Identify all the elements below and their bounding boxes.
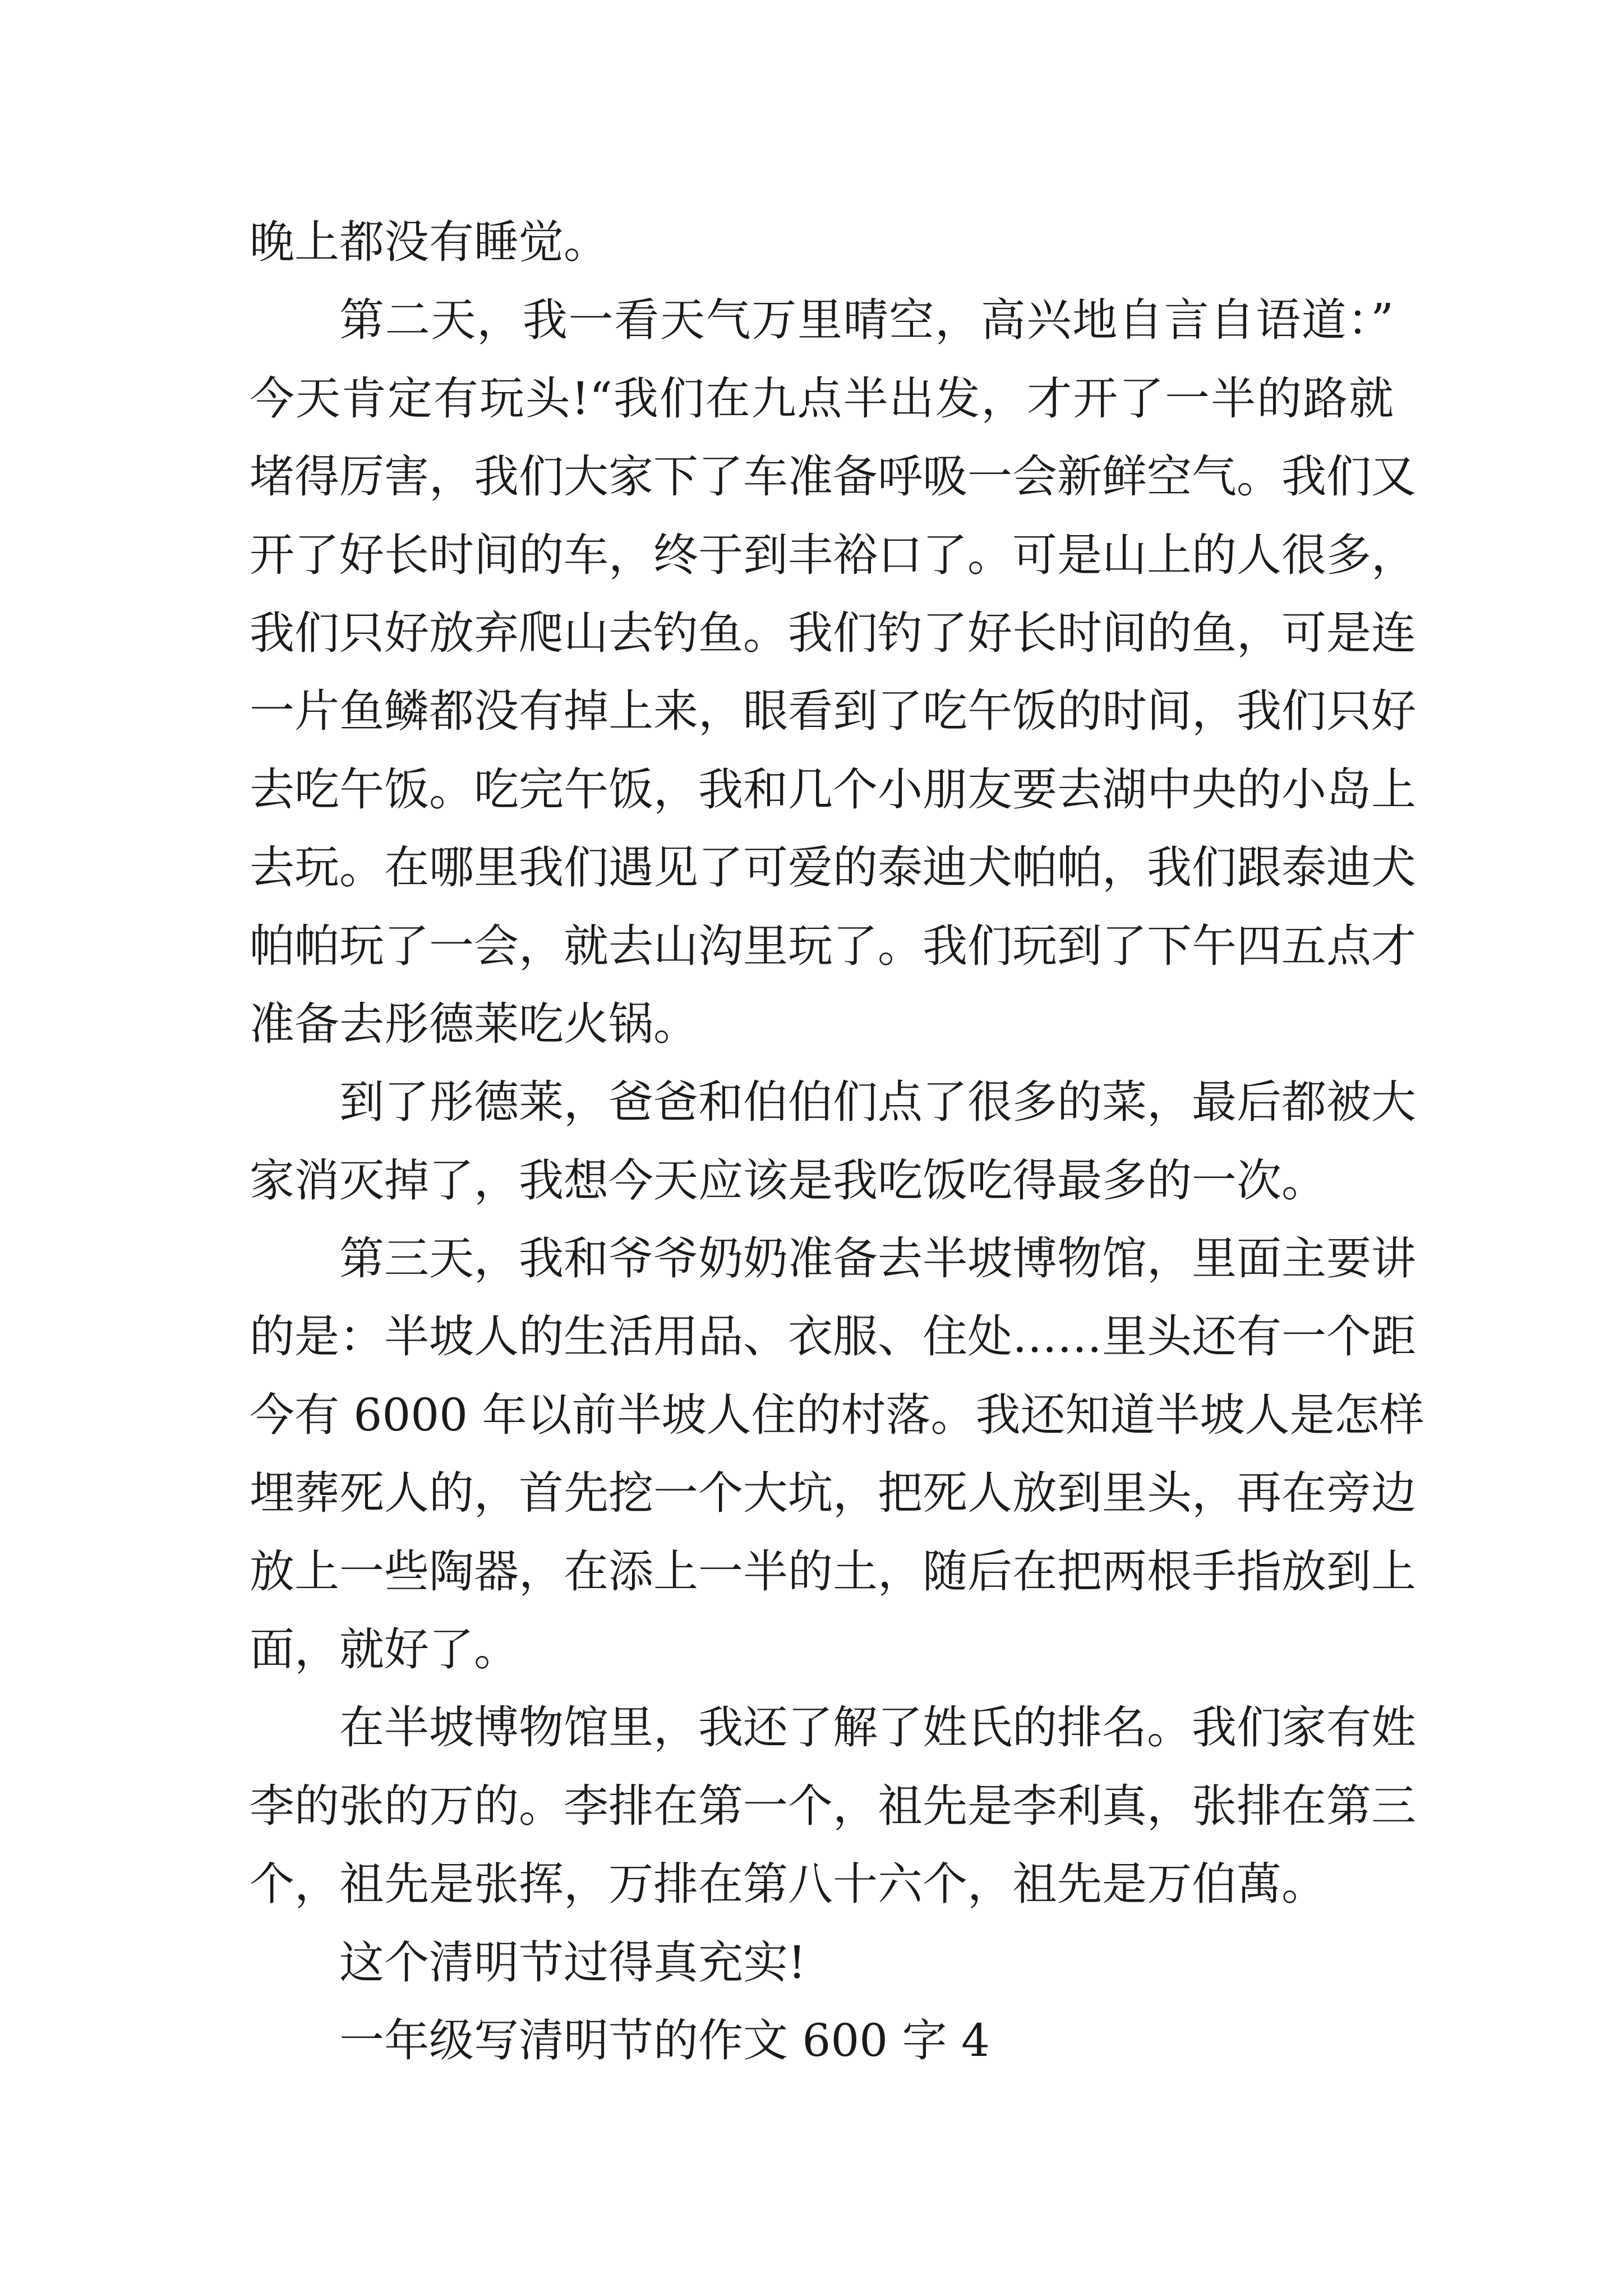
text-line: 面，就好了。 <box>250 1623 519 1676</box>
text-line: 去吃午饭。吃完午饭，我和几个小朋友要去湖中央的小岛上 <box>250 763 1416 816</box>
text-line: 晚上都没有睡觉。 <box>250 216 608 268</box>
text-line: 个，祖先是张挥，万排在第八十六个，祖先是万伯萬。 <box>250 1858 1326 1911</box>
text-line: 这个清明节过得真充实! <box>339 1936 806 1989</box>
text-line: 我们只好放弃爬山去钓鱼。我们钓了好长时间的鱼，可是连 <box>250 606 1416 659</box>
text-line: 到了彤德莱，爸爸和伯伯们点了很多的菜，最后都被大 <box>339 1076 1416 1129</box>
text-line: 堵得厉害，我们大家下了车准备呼吸一会新鲜空气。我们又 <box>250 450 1416 503</box>
text-line: 放上一些陶器，在添上一半的土，随后在把两根手指放到上 <box>250 1545 1416 1598</box>
text-line: 去玩。在哪里我们遇见了可爱的泰迪犬帕帕，我们跟泰迪犬 <box>250 841 1416 894</box>
text-line: 李的张的万的。李排在第一个，祖先是李利真，张排在第三 <box>250 1779 1416 1832</box>
text-line: 今天肯定有玩头!“我们在九点半出发，才开了一半的路就 <box>250 372 1394 425</box>
text-line: 今有 6000 年以前半坡人住的村落。我还知道半坡人是怎样 <box>250 1388 1424 1441</box>
text-line: 第二天，我一看天气万里晴空，高兴地自言自语道：” <box>339 294 1394 347</box>
text-line: 开了好长时间的车，终于到丰裕口了。可是山上的人很多， <box>250 528 1416 581</box>
text-line: 埋葬死人的，首先挖一个大坑，把死人放到里头，再在旁边 <box>250 1467 1416 1520</box>
text-line: 一片鱼鳞都没有掉上来，眼看到了吃午饭的时间，我们只好 <box>250 685 1416 738</box>
text-line: 第三天，我和爷爷奶奶准备去半坡博物馆，里面主要讲 <box>339 1232 1416 1285</box>
text-line: 帕帕玩了一会，就去山沟里玩了。我们玩到了下午四五点才 <box>250 919 1416 972</box>
essay-body <box>250 203 1424 2079</box>
text-line: 一年级写清明节的作文 600 字 4 <box>339 2014 990 2067</box>
text-line: 准备去彤德莱吃火锅。 <box>250 997 698 1050</box>
text-line: 家消灭掉了，我想今天应该是我吃饭吃得最多的一次。 <box>250 1154 1326 1207</box>
text-line: 的是：半坡人的生活用品、衣服、住处……里头还有一个距 <box>250 1310 1416 1363</box>
text-line: 在半坡博物馆里，我还了解了姓氏的排名。我们家有姓 <box>339 1701 1416 1754</box>
